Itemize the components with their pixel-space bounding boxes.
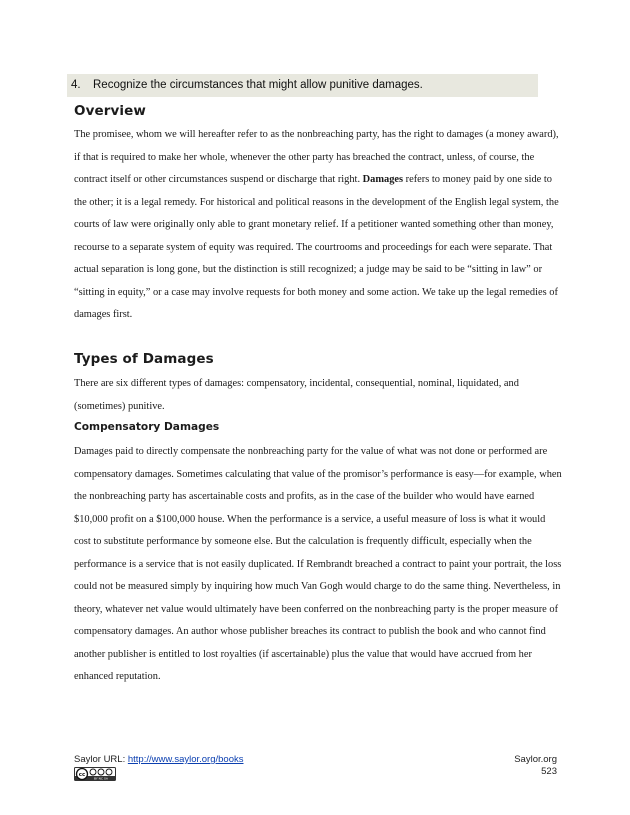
saylor-books-link[interactable]: http://www.saylor.org/books	[127, 754, 244, 765]
compensatory-heading: Compensatory Damages	[74, 421, 220, 433]
types-paragraph: There are six different types of damages: compensatory, incidental, consequential, nominal, liquidated, and (sometimes) punitive.	[74, 378, 519, 412]
footer-site: Saylor.org	[514, 754, 557, 765]
overview-heading: Overview	[74, 103, 146, 119]
objective-number: 4.	[71, 79, 81, 91]
footer-url-label: Saylor URL:	[74, 754, 128, 765]
learning-objective	[67, 74, 538, 97]
types-heading: Types of Damages	[74, 351, 214, 367]
cc-mark: cc	[78, 771, 86, 778]
compensatory-paragraph: Damages paid to directly compensate the nonbreaching party for the value of what was not done or performed are compensatory damages. Sometimes calculating that value of the promisor’s performance is easy—for example, when the nonbreaching party has ascertainable costs and profits, as in the case of the builder who would have earned $10,000 profit on a $100,000 house. When the performance is a service, a useful measure of loss is what it would cost to substitute performance by someone else. But the calculation is frequently difficult, especially when the performance is a service that is not easily duplicated. If Rembrandt breached a contract to paint your portrait, the loss could not be measured simply by inquiring how much Van Gogh would charge to do the same thing. Nevertheless, in theory, whatever net value would ultimately have been conferred on the nonbreaching party is the proper measure of compensatory damages. An author whose publisher breaches its contract to publish the book and who cannot find another publisher is entitled to lost royalties (if ascertainable) plus the value that would have accrued from her enhanced reputation.	[74, 446, 562, 682]
page-number: 523	[541, 766, 557, 777]
footer-url	[74, 754, 244, 765]
footer-right	[514, 754, 557, 778]
objective-text: Recognize the circumstances that might allow punitive damages.	[93, 79, 423, 91]
creative-commons-icon	[74, 767, 116, 781]
damages-term: Damages	[362, 174, 404, 185]
overview-text-1: The promisee, whom we will hereafter refer to as the nonbreaching party, has the right to damages (a money award), if that is required to make her whole, whenever the other party has breached the contract, unless, of course, the contract itself or other circumstances suspend or discharge that right.	[74, 129, 559, 185]
overview-paragraph	[74, 124, 562, 327]
overview-text-2: refers to money paid by one side to the other; it is a legal remedy. For historical and political reasons in the development of the English legal system, the courts of law were originally only able to grant monetary relief. If a petitioner wanted something other than money, recourse to a separate system of equity was required. The courtrooms and proceedings for each were separate. That actual separation is long gone, but the distinction is still recognized; a judge may be said to be “sitting in law” or “sitting in equity,” or a case may involve requests for both money and some action. We take up the legal remedies of damages first.	[74, 174, 559, 320]
cc-license-terms: BY NC SA	[94, 776, 108, 781]
